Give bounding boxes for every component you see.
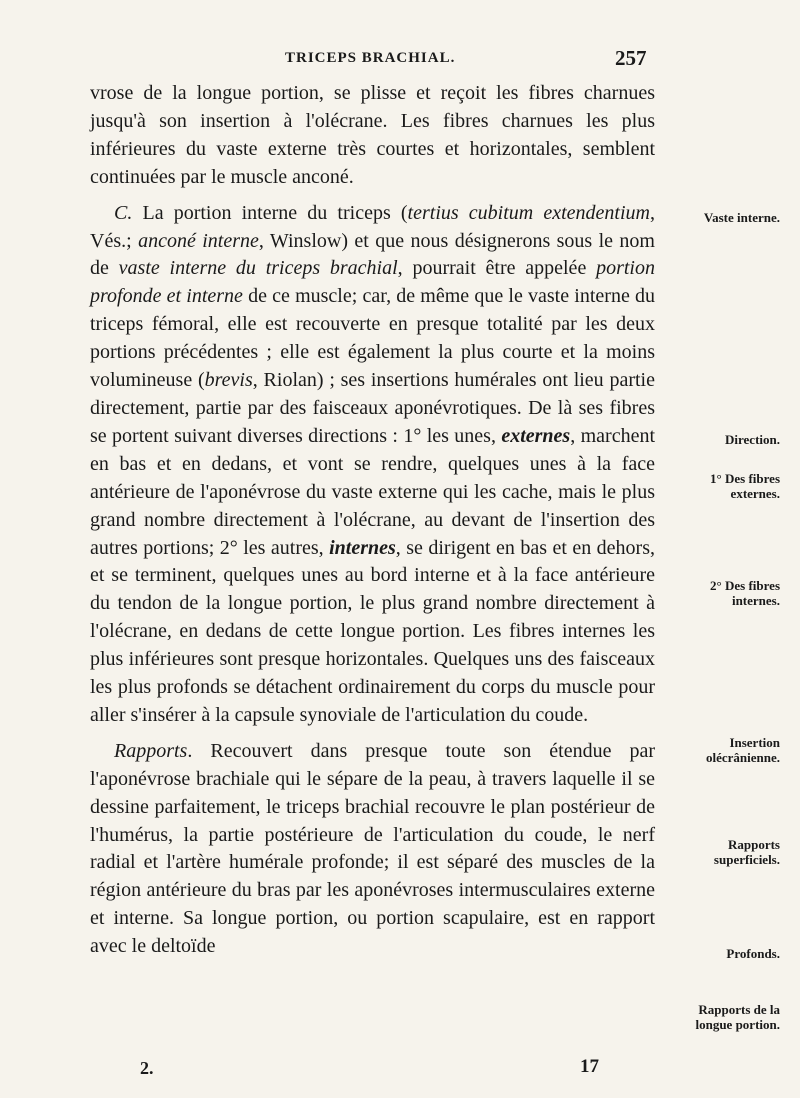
text-run: anconé interne bbox=[138, 229, 259, 252]
text-run: , se dirigent en bas et en dehors, et se terminent, quelques unes au bord interne et à la face antérieure du tendon de la longue portion, le plus grand nombre directement à l'olécrane, en dedans de cette longue portion. Les fibres internes les plus inférieures sont presque horizontales. Quelques uns des faisceaux les plus profonds se détachent ordinairement du corps du muscle pour aller s'insérer à la capsule synoviale de l'articulation du coude. bbox=[90, 536, 655, 726]
text-run: vaste interne du triceps brachial bbox=[118, 257, 398, 280]
text-run: , Winslow) et que nous désignerons sous le nom de bbox=[90, 229, 655, 280]
body-text bbox=[90, 80, 655, 961]
paragraph bbox=[90, 738, 655, 961]
margin-note-insertion: Insertion olécrânienne. bbox=[705, 735, 780, 765]
text-run: vrose de la longue portion, se plisse et reçoit les fibres charnues jusqu'à son insertion à l'olécrane. Les fibres charnues les plus inférieures du vaste externe très courtes et horizontales, semblent continuées par le muscle anconé. bbox=[90, 82, 655, 188]
text-run: , Riolan) ; ses insertions humérales ont lieu partie directement, partie par des faisceaux aponévrotiques. De là ses fibres se portent suivant diverses directions : 1° les unes, bbox=[90, 369, 655, 447]
text-run: La portion interne du triceps ( bbox=[132, 201, 408, 224]
margin-note-rapports-longue-portion: Rapports de la longue portion. bbox=[695, 1002, 780, 1032]
text-run: internes bbox=[329, 536, 396, 559]
paragraph bbox=[90, 200, 655, 730]
running-head: TRICEPS BRACHIAL. bbox=[285, 50, 456, 66]
text-run: de ce muscle; car, de même que le vaste interne du triceps fémoral, elle est recouverte en presque totalité par les deux portions précédentes ; elle est également la plus courte et la moins volumineuse ( bbox=[90, 285, 655, 392]
margin-note-direction: Direction. bbox=[725, 432, 780, 447]
margin-note-profonds: Profonds. bbox=[726, 946, 780, 961]
margin-note-fibres-internes: 2° Des fibres internes. bbox=[710, 578, 780, 608]
page-number: 257 bbox=[615, 46, 647, 70]
text-run: , Vés.; bbox=[90, 201, 655, 252]
margin-note-vaste-interne: Vaste interne. bbox=[703, 210, 780, 225]
text-run: tertius cubitum extendentium bbox=[407, 201, 650, 224]
margin-note-fibres-externes: 1° Des fibres externes. bbox=[710, 471, 780, 501]
paragraph bbox=[90, 80, 655, 192]
margin-note-rapports-superficiels: Rapports superficiels. bbox=[713, 837, 780, 867]
text-run: , pourrait être appelée bbox=[397, 257, 597, 280]
text-run: externes bbox=[501, 424, 571, 447]
text-run: . Recouvert dans presque toute son étendue par l'aponévrose brachiale qui le sépare de la peau, à travers laquelle il se dessine parfaitement, le triceps brachial recouvre le plan postérieur de l'humérus, la partie postérieure de l'articulation du coude, le nerf radial et l'artère humérale profonde; il est séparé des muscles de la région antérieure du bras par les aponévroses intermusculaires externe et interne. Sa longue portion, ou portion scapulaire, est en rapport avec le deltoïde bbox=[90, 739, 655, 958]
text-run: portion profonde et interne bbox=[90, 257, 655, 308]
gathering-number: 17 bbox=[580, 1056, 599, 1077]
text-run: , marchent en bas et en dedans, et vont se rendre, quelques unes à la face antérieure de l'aponévrose du vaste externe qui les cache, mais le plus grand nombre directement à l'olécrane, au devant de l'insertion des autres portions; 2° les autres, bbox=[90, 424, 656, 559]
text-run: brevis bbox=[204, 369, 253, 392]
signature-mark: 2. bbox=[140, 1058, 154, 1078]
text-run: C. bbox=[114, 201, 133, 224]
text-run: Rapports bbox=[114, 739, 188, 762]
